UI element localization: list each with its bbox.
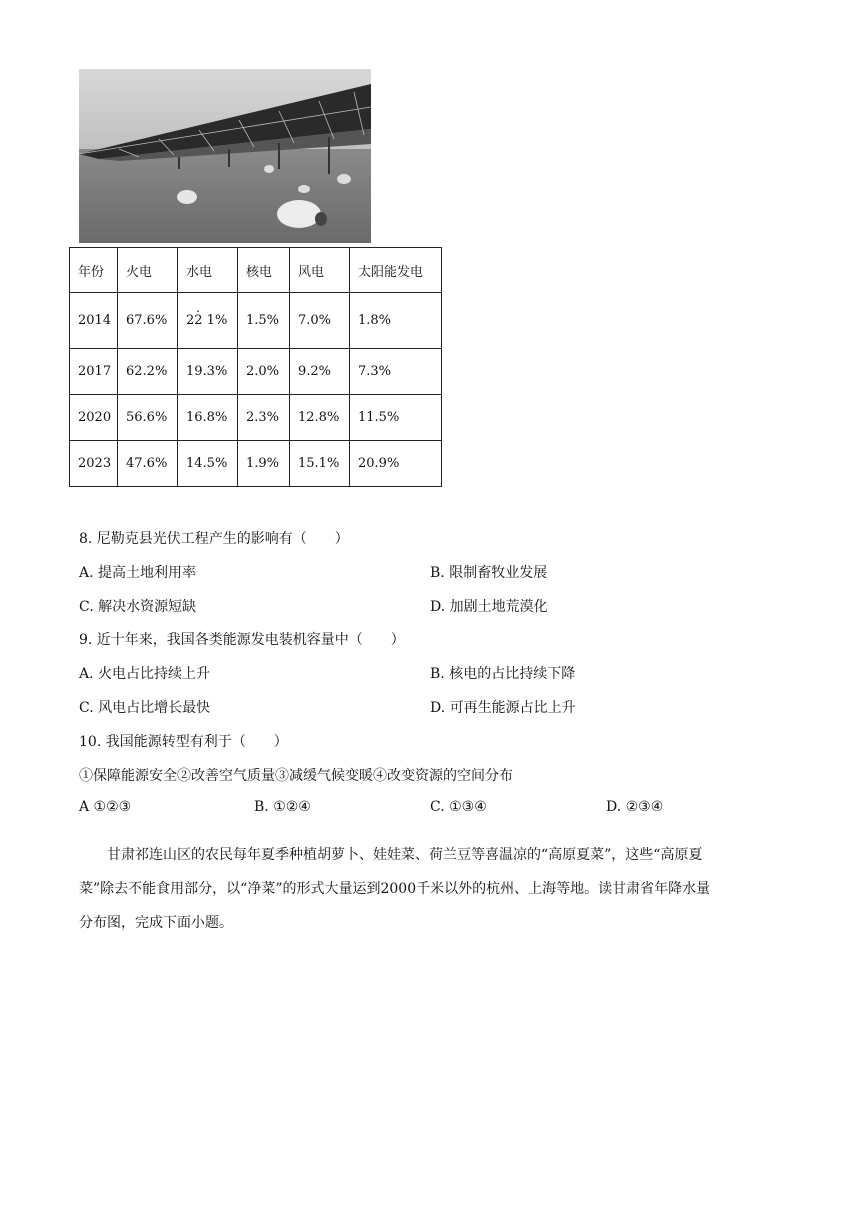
table-cell: 9.2% bbox=[290, 349, 350, 395]
question-10-items: ①保障能源安全②改善空气质量③减缓气候变暖④改变资源的空间分布 bbox=[79, 768, 513, 784]
question-9-option-a: A. 火电占比持续上升 bbox=[79, 666, 211, 682]
table-row bbox=[70, 395, 442, 441]
header-cell: 年份 bbox=[70, 248, 118, 293]
table-cell: 16.8% bbox=[178, 395, 238, 441]
question-8-option-c: C. 解决水资源短缺 bbox=[79, 599, 197, 615]
question-8-option-d: D. 加剧土地荒漠化 bbox=[430, 599, 548, 615]
table-cell: 15.1% bbox=[290, 441, 350, 487]
passage-line: 菜”除去不能食用部分，以“净菜”的形式大量运到2000千米以外的杭州、上海等地。读甘肃省年降水量 bbox=[79, 881, 711, 897]
passage-line: 分布图，完成下面小题。 bbox=[79, 915, 233, 931]
power-share-table bbox=[69, 247, 442, 487]
table-cell: 2.0% bbox=[238, 349, 290, 395]
table-cell: 7.0% bbox=[290, 293, 350, 349]
question-10-option-a: A ①②③ bbox=[79, 799, 132, 815]
passage-line: 甘肃祁连山区的农民每年夏季种植胡萝卜、娃娃菜、荷兰豆等喜温凉的“高原夏菜”，这些“高原夏 bbox=[107, 847, 703, 863]
table-row bbox=[70, 293, 442, 349]
table-cell: 2014 bbox=[70, 293, 118, 349]
table-cell: 14.5% bbox=[178, 441, 238, 487]
header-cell: 核电 bbox=[238, 248, 290, 293]
table-cell: 2020 bbox=[70, 395, 118, 441]
question-9-stem: 9. 近十年来，我国各类能源发电装机容量中（ ） bbox=[79, 632, 405, 648]
table-cell: 1.9% bbox=[238, 441, 290, 487]
header-cell: 水电 bbox=[178, 248, 238, 293]
table-cell: 12.8% bbox=[290, 395, 350, 441]
question-9-option-c: C. 风电占比增长最快 bbox=[79, 700, 211, 716]
table-cell: 47.6% bbox=[118, 441, 178, 487]
question-10-stem: 10. 我国能源转型有利于（ ） bbox=[79, 734, 288, 750]
table-cell: 1.5% bbox=[238, 293, 290, 349]
question-8-option-b: B. 限制畜牧业发展 bbox=[430, 565, 548, 581]
table-cell: 11.5% bbox=[350, 395, 442, 441]
header-cell: 太阳能发电 bbox=[350, 248, 442, 293]
table-cell: 7.3% bbox=[350, 349, 442, 395]
question-10-option-c: C. ①③④ bbox=[430, 799, 487, 815]
question-9-option-b: B. 核电的占比持续下降 bbox=[430, 666, 576, 682]
reading-passage bbox=[79, 838, 784, 940]
table-cell: 62.2% bbox=[118, 349, 178, 395]
question-8-stem: 8. 尼勒克县光伏工程产生的影响有（ ） bbox=[79, 531, 349, 547]
table-cell: 22 1% . bbox=[178, 293, 238, 349]
table-row bbox=[70, 441, 442, 487]
table-cell: 1.8% bbox=[350, 293, 442, 349]
question-8-option-a: A. 提高土地利用率 bbox=[79, 565, 197, 581]
table-cell: 56.6% bbox=[118, 395, 178, 441]
table-cell: 2.3% bbox=[238, 395, 290, 441]
table-row bbox=[70, 349, 442, 395]
table-cell: 2017 bbox=[70, 349, 118, 395]
header-cell: 风电 bbox=[290, 248, 350, 293]
table-cell: 20.9% bbox=[350, 441, 442, 487]
table-cell: 67.6% bbox=[118, 293, 178, 349]
table-cell: 2023 bbox=[70, 441, 118, 487]
question-10-option-b: B. ①②④ bbox=[254, 799, 311, 815]
table-header-row bbox=[70, 248, 442, 293]
table-cell: 19.3% bbox=[178, 349, 238, 395]
question-9-option-d: D. 可再生能源占比上升 bbox=[430, 700, 576, 716]
question-10-option-d: D. ②③④ bbox=[606, 799, 664, 815]
header-cell: 火电 bbox=[118, 248, 178, 293]
solar-farm-photo bbox=[79, 69, 371, 243]
